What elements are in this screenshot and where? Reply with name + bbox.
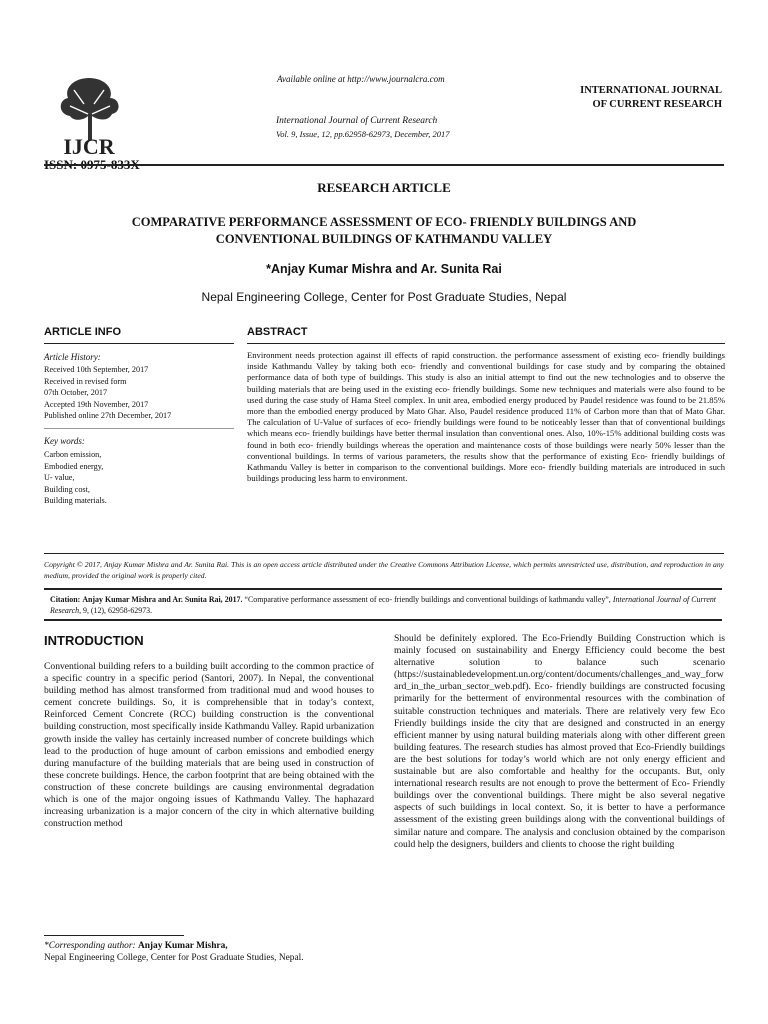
citation-journal: International Journal of Current Research [50,595,716,615]
title-line-2: CONVENTIONAL BUILDINGS OF KATHMANDU VALLEY [215,232,553,246]
keywords-label: Key words: [44,436,85,446]
header-divider [44,164,724,166]
footnote-label: *Corresponding author: [44,941,138,951]
keyword: U- value, [44,473,75,483]
keywords [44,436,234,506]
introduction-heading: INTRODUCTION [44,633,144,648]
journal-brand [560,84,722,112]
keyword: Carbon emission, [44,450,102,460]
footnote [44,940,374,964]
issn: ISSN: 0975-833X [44,157,140,172]
abstract-bottom-divider [44,553,724,554]
citation-authors: Anjay Kumar Mishra and Ar. Sunita Rai, 2017. [82,595,243,604]
journal-logo [44,70,134,158]
history-item: Accepted 19th November, 2017 [44,399,149,409]
volume-info: Vol. 9, Issue, 12, pp.62958-62973, December, 2017 [276,129,450,139]
keyword: Building materials. [44,496,107,506]
available-online: Available online at http://www.journalcra.com [277,74,445,84]
authors: *Anjay Kumar Mishra and Ar. Sunita Rai [266,262,502,276]
citation-tail: , 9, (12), 62958-62973. [79,606,153,615]
copyright: Copyright © 2017, Anjay Kumar Mishra and Ar. Sunita Rai. This is an open access article distributed under the Creative Commons Attribution License, which permits unrestricted use, distribution, and reproduction in any medium, provided the original work is properly cited. [44,560,724,580]
affiliation: Nepal Engineering College, Center for Post Graduate Studies, Nepal [201,290,567,304]
citation-label: Citation: [50,595,81,604]
citation-box [44,588,722,621]
brand-line-2: OF CURRENT RESEARCH [592,99,722,110]
journal-name: International Journal of Current Research [276,116,438,126]
title-line-1: COMPARATIVE PERFORMANCE ASSESSMENT OF ECO- FRIENDLY BUILDINGS AND [131,215,637,229]
keyword: Building cost, [44,484,90,494]
abstract-heading: ABSTRACT [247,326,308,338]
footnote-affiliation: Nepal Engineering College, Center for Post Graduate Studies, Nepal. [44,953,304,963]
info-divider [44,343,234,344]
citation-body: “Comparative performance assessment of eco- friendly buildings and conventional buildings of kathmandu valley”, [242,595,613,604]
footnote-rule [44,935,184,936]
keyword: Embodied energy, [44,461,104,471]
article-history [44,352,234,421]
footnote-name: Anjay Kumar Mishra, [137,941,228,951]
info-separator [44,428,234,429]
intro-left-column: Conventional building refers to a building built according to the common practice of a specific country in a specific period (Santori, 2007). In Nepal, the conventional building method has almost transformed from traditional mud and wood houses to cement concrete buildings. So, it is comprehensible that in today’s context, Reinforced Cement Concrete (RCC) building construction is the conventional building construction, most specifically inside Kathmandu Valley. Rapid urbanization growth inside the valley has certainly increased number of concrete buildings which lead to the production of huge amount of carbon emissions and embodied energy during manufacture of the building materials that are being used in construction of these concrete buildings. Hence, the carbon footprint that are being obtained with the construction of these concrete buildings are causing environmental degradation which is one of the major ongoing issues of Kathmandu Valley. The haphazard increasing urbanization is a major concern of the city in which alternative building construction method [44,661,374,830]
article-title [44,214,724,248]
history-item: Received 10th September, 2017 [44,365,149,375]
logo-text: IJCR [63,134,115,158]
history-item: Received in revised form [44,376,127,386]
history-item: 07th October, 2017 [44,388,108,398]
brand-line-1: INTERNATIONAL JOURNAL [580,85,722,96]
intro-right-column: Should be definitely explored. The Eco-Friendly Building Construction which is mainly focused on sustainability and Energy Efficiency could become the best alternative solution to balance such scenario (https://sustainabledevelopment.un.org/content/documents/challenges_and_way_forward_in_the_urban_sector_web.pdf). Eco- friendly buildings are constructed focusing primarily for the betterment of environmental resources with the combination of suitable construction techniques and materials. There are relatively very few Eco Friendly buildings inside the city that are designed and constructed in an energy efficient manner by using natural building materials along with other different green building features. The research studies has almost proved that Eco-Friendly buildings are the best solutions for today’s world which are not only energy efficient and sustainable but are also comfortable and healthy for the occupants. But, only international research results are not enough to prove the betterment of Eco- Friendly buildings over the conventional buildings. There might be also several negative aspects of such buildings in local context. So, it is better to have a performance assessment of the existing green buildings along with the conventional buildings of similar nature and compare. The analysis and conclusion obtained by the comparison could help the designers, builders and clients to choose the right building [394,633,725,850]
article-info-heading: ARTICLE INFO [44,326,121,338]
history-label: Article History: [44,352,101,362]
abstract-text: Environment needs protection against ill effects of rapid construction. the performance assessment of existing eco- friendly buildings inside Kathmandu Valley by taking both eco- friendly and conventional buildings for case study and by comparing the obtained performance data of both type of buildings. This study is also an initial attempt to find out the new technologies and to observe the building materials that are being used in the existing eco- friendly buildings. Some new techniques and materials were also found to be used during the case study of Hama Steel complex. In unit area, embodied energy produced by Paudel residence was found to be 21.85% more than the embodied energy produced by Mato Ghar. Also, Paudel residence produced 11% of Carbon more than that of Mato Ghar. The calculation of U-Value of surfaces of eco- friendly buildings were found to be noticeably lesser than that of conventional buildings which means eco- friendly buildings have better thermal insulation than conventional ones. Also, 10%-15% additional building costs was found in both eco- friendly buildings whereas the operation and maintenance costs of those buildings were nearly 50% lesser than the conventional buildings. In terms of various parameters, the results show that the performance of existing Eco- friendly buildings of Kathmandu Valley is better in comparison to the conventional buildings. More eco- friendly building materials are introduced in such buildings producing less harm to environment. [247,350,725,484]
abstract-divider [247,343,725,344]
article-type: RESEARCH ARTICLE [317,180,451,195]
history-item: Published online 27th December, 2017 [44,411,172,421]
